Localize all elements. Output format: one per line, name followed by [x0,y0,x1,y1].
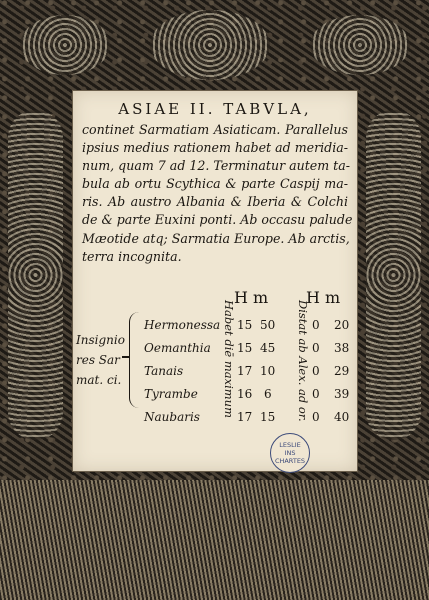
hours-value: 0 [312,341,320,355]
body-line: num, quam 7 ad 12. Terminatur autem ta- [82,158,350,174]
hours-value: 0 [312,318,320,332]
page-heading: ASIAE II. TABVLA, [118,100,312,118]
ornament-top-center [150,10,270,80]
hours-value: 17 [237,364,253,378]
minutes-value: 38 [334,341,350,355]
minutes-value: 6 [264,387,272,401]
text-panel [72,90,358,472]
body-line: ris. Ab austro Albania & Iberia & Colchi [82,194,348,210]
body-line: ipsius medius rationem habet ad meridia- [82,140,348,156]
hours-value: 17 [237,410,253,424]
minutes-value: 10 [260,364,276,378]
city-name: Naubaris [144,410,200,424]
minutes-value: 15 [260,410,276,424]
ornament-left-column [8,110,63,440]
city-table [72,90,358,472]
crowd-scene-illustration [0,480,429,600]
column-header-hours-a: H m [234,288,269,307]
vertical-label-longest-day: Habet diē maximum [222,300,236,418]
vertical-label-distance: Distat ab Alex. ad or. [296,300,310,422]
hours-value: 0 [312,410,320,424]
ornament-right-column [366,110,421,440]
minutes-value: 50 [260,318,276,332]
body-line: continet Sarmatiam Asiaticam. Parallelus [82,122,348,137]
hours-value: 0 [312,387,320,401]
ornament-top-left [20,15,110,75]
body-line: Mæotide atq; Sarmatia Europe. Ab arctis, [82,230,350,246]
body-line: de & parte Euxini ponti. Ab occasu palude [82,212,353,228]
city-name: Oemanthia [144,341,211,355]
minutes-value: 20 [334,318,350,332]
body-line: bula ab ortu Scythica & parte Caspij ma- [82,176,348,192]
hours-value: 16 [237,387,253,401]
body-line: terra incognita. [82,248,182,264]
minutes-value: 29 [334,364,350,378]
hours-value: 15 [237,318,253,332]
hours-value: 15 [237,341,253,355]
minutes-value: 45 [260,341,276,355]
city-name: Hermonessa [144,318,221,332]
city-name: Tyrambe [144,387,198,401]
ornament-top-right [310,15,410,75]
minutes-value: 39 [334,387,350,401]
minutes-value: 40 [334,410,350,424]
hours-value: 0 [312,364,320,378]
curly-brace [129,312,140,408]
column-header-hours-b: H m [306,288,341,307]
library-stamp: LESLIE INS CHARTES [270,433,310,473]
city-name: Tanais [144,364,184,378]
insignes-label: Insignio res Sar mat. ci. [76,333,125,387]
